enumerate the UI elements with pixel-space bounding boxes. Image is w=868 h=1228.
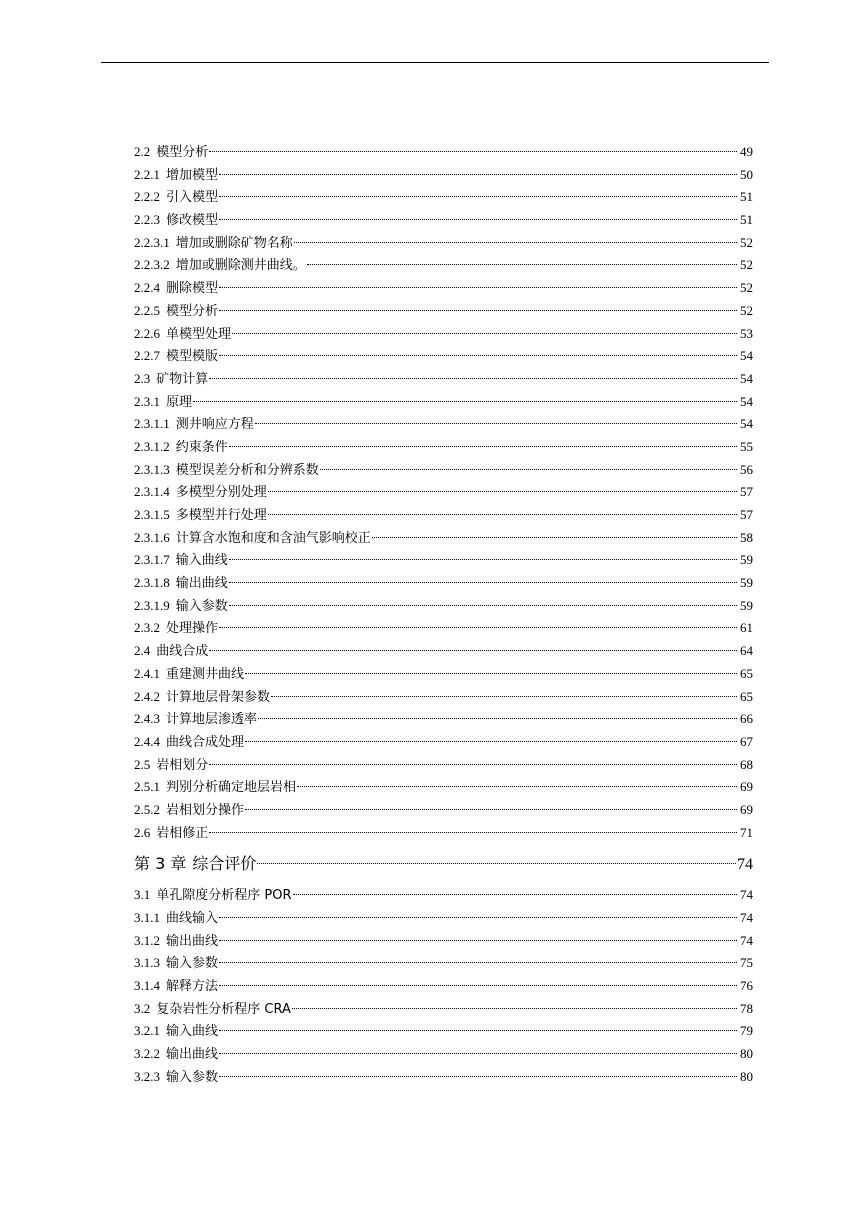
dot-leader [294, 242, 737, 243]
toc-entry-page: 59 [740, 597, 753, 613]
toc-entry[interactable] [134, 277, 753, 300]
dot-leader [209, 650, 737, 651]
dot-leader [219, 196, 737, 197]
toc-entry[interactable] [134, 754, 753, 777]
table-of-contents [134, 141, 753, 1089]
dot-leader [219, 917, 737, 918]
dot-leader [229, 446, 737, 447]
toc-entry-number: 2.3.1.6 [134, 529, 170, 545]
toc-entry-number: 2.3.1.2 [134, 438, 170, 454]
toc-entry[interactable] [134, 731, 753, 754]
toc-entry[interactable] [134, 884, 753, 907]
dot-leader [219, 962, 737, 963]
dot-leader [268, 514, 737, 515]
toc-entry-number: 3.1 [134, 887, 151, 903]
toc-entry-number: 2.3.2 [134, 620, 160, 636]
toc-entry-number: 2.2.2 [134, 189, 160, 205]
toc-entry-page: 80 [740, 1068, 753, 1084]
dot-leader [307, 264, 737, 265]
dot-leader [219, 287, 737, 288]
toc-entry-title: 处理操作 [166, 621, 219, 637]
toc-entry-number: 3.2 [134, 1000, 151, 1016]
toc-entry-number: 2.3.1.1 [134, 416, 170, 432]
toc-entry[interactable] [134, 663, 753, 686]
toc-entry-page: 76 [740, 978, 753, 994]
toc-entry-page: 58 [740, 529, 753, 545]
toc-entry-number: 2.2.1 [134, 166, 160, 182]
toc-entry-number: 3.2.2 [134, 1046, 160, 1062]
toc-entry-number: 2.2.4 [134, 280, 160, 296]
toc-entry-page: 57 [740, 507, 753, 522]
toc-entry-page: 79 [740, 1023, 753, 1039]
toc-entry-page: 52 [740, 257, 753, 273]
toc-entry-title: 模型模版 [166, 349, 219, 365]
toc-entry-number: 3.1.4 [134, 978, 160, 994]
toc-entry[interactable] [134, 300, 753, 323]
dot-leader [292, 1008, 737, 1009]
toc-entry-title: 计算地层骨架参数 [166, 689, 271, 705]
toc-entry-page: 74 [740, 932, 753, 948]
toc-entry-title: 删除模型 [166, 281, 219, 297]
toc-entry-number: 3.2.3 [134, 1068, 160, 1084]
toc-entry-page: 65 [740, 665, 753, 681]
toc-entry[interactable] [134, 617, 753, 640]
dot-leader [209, 764, 737, 765]
toc-entry-number: 2.4 [134, 643, 151, 659]
dot-leader [232, 333, 737, 334]
toc-entry-page: 51 [740, 212, 753, 228]
toc-entry[interactable] [134, 930, 753, 953]
toc-entry-page: 78 [740, 1000, 753, 1016]
toc-chapter-entry[interactable] [134, 844, 753, 884]
toc-entry[interactable] [134, 254, 753, 277]
toc-entry-title: 解释方法 [166, 979, 219, 995]
toc-entry[interactable] [134, 1043, 753, 1066]
header-rule [101, 62, 769, 63]
toc-entry-number: 2.2 [134, 144, 151, 159]
dot-leader [209, 378, 737, 379]
toc-entry-title: 模型分析 [166, 303, 219, 319]
toc-entry-number: 2.6 [134, 824, 151, 840]
toc-entry-number: 3.1.2 [134, 932, 160, 948]
toc-entry[interactable] [134, 595, 753, 618]
toc-entry-number: 2.5.2 [134, 801, 160, 817]
toc-entry[interactable] [134, 459, 753, 482]
dot-leader [219, 174, 737, 175]
toc-entry-title: 矿物计算 [156, 371, 209, 387]
toc-entry-number: 3.1.3 [134, 955, 160, 971]
dot-leader [219, 627, 737, 628]
toc-entry-title: 输入参数 [175, 598, 228, 614]
toc-entry-title: 曲线合成 [156, 644, 209, 660]
toc-entry-title: 单模型处理 [166, 326, 232, 342]
dot-leader [209, 832, 737, 833]
toc-entry-title: 输出曲线 [166, 1047, 219, 1063]
toc-entry-title: 增加模型 [166, 167, 219, 183]
toc-entry-page: 71 [740, 824, 753, 840]
toc-entry-title: 综合评价 [192, 854, 257, 874]
toc-entry-number: 2.5 [134, 756, 151, 772]
toc-entry-number: 2.2.3 [134, 212, 160, 228]
toc-entry-title: 输入参数 [166, 956, 219, 972]
toc-entry[interactable] [134, 549, 753, 572]
toc-entry[interactable] [134, 481, 753, 504]
toc-entry[interactable] [134, 527, 753, 550]
toc-entry-page: 54 [740, 348, 753, 364]
toc-entry-number: 2.3.1.5 [134, 507, 170, 522]
toc-entry[interactable] [134, 1066, 753, 1089]
toc-entry-title: 岩相划分 [156, 757, 209, 773]
toc-entry-number: 2.4.4 [134, 733, 160, 749]
toc-entry-page: 52 [740, 234, 753, 250]
toc-entry-page: 59 [740, 552, 753, 568]
dot-leader [209, 151, 737, 152]
toc-entry-page: 75 [740, 955, 753, 971]
toc-entry[interactable] [134, 952, 753, 975]
toc-entry-page: 52 [740, 302, 753, 318]
toc-entry-page: 74 [740, 887, 753, 903]
dot-leader [257, 863, 736, 864]
toc-entry[interactable] [134, 1020, 753, 1043]
dot-leader [245, 673, 737, 674]
toc-entry-number: 2.2.5 [134, 302, 160, 318]
toc-entry[interactable] [134, 164, 753, 187]
toc-entry[interactable] [134, 345, 753, 368]
toc-entry[interactable] [134, 799, 753, 822]
toc-entry-page: 50 [740, 166, 753, 182]
toc-entry[interactable] [134, 368, 753, 391]
toc-entry-number: 第 3 章 [134, 854, 187, 874]
toc-entry-number: 2.4.3 [134, 711, 160, 727]
toc-entry-number: 2.4.2 [134, 688, 160, 704]
dot-leader [271, 696, 737, 697]
toc-entry-page: 68 [740, 756, 753, 772]
toc-entry-title: 输入曲线 [175, 553, 228, 569]
toc-entry[interactable] [134, 209, 753, 232]
toc-entry-page: 52 [740, 280, 753, 296]
toc-entry-number: 3.1.1 [134, 910, 160, 925]
dot-leader [258, 718, 737, 719]
toc-entry-page: 74 [737, 856, 753, 874]
dot-leader [219, 310, 737, 311]
toc-entry-title: 输入参数 [166, 1069, 219, 1085]
toc-entry-page: 66 [740, 711, 753, 727]
toc-entry[interactable] [134, 975, 753, 998]
toc-entry[interactable] [134, 822, 753, 845]
toc-entry-number: 2.3.1.4 [134, 484, 170, 500]
toc-entry-title: 多模型分别处理 [175, 485, 267, 501]
toc-entry-title: 模型分析 [156, 145, 209, 160]
toc-entry-title: 复杂岩性分析程序 CRA [156, 1001, 291, 1017]
toc-entry-title: 修改模型 [166, 213, 219, 229]
toc-entry-page: 80 [740, 1046, 753, 1062]
toc-entry-number: 2.3.1.7 [134, 552, 170, 568]
dot-leader [193, 401, 737, 402]
toc-entry-number: 2.2.6 [134, 325, 160, 341]
toc-entry-page: 51 [740, 189, 753, 205]
dot-leader [297, 786, 737, 787]
toc-entry-title: 模型误差分析和分辨系数 [175, 462, 319, 478]
toc-entry-title: 输入曲线 [166, 1024, 219, 1040]
toc-entry-page: 59 [740, 575, 753, 591]
toc-entry-title: 引入模型 [166, 190, 219, 206]
toc-entry-page: 67 [740, 733, 753, 749]
toc-entry-title: 单孔隙度分析程序 POR [156, 888, 292, 904]
toc-entry-number: 2.3.1 [134, 393, 160, 409]
toc-entry-number: 2.2.3.2 [134, 257, 170, 273]
toc-entry-page: 61 [740, 620, 753, 636]
dot-leader [293, 894, 738, 895]
dot-leader [219, 219, 737, 220]
toc-entry-number: 2.5.1 [134, 779, 160, 795]
dot-leader [268, 491, 737, 492]
toc-entry[interactable] [134, 907, 753, 930]
toc-entry-page: 56 [740, 461, 753, 477]
toc-entry-title: 判别分析确定地层岩相 [166, 780, 297, 796]
toc-entry-number: 2.3.1.8 [134, 575, 170, 591]
toc-entry-title: 计算地层渗透率 [166, 712, 258, 728]
toc-entry[interactable] [134, 708, 753, 731]
dot-leader [229, 582, 737, 583]
toc-entry[interactable] [134, 413, 753, 436]
toc-entry-title: 曲线合成处理 [166, 734, 245, 750]
toc-entry-page: 54 [740, 416, 753, 432]
toc-entry-title: 多模型并行处理 [175, 508, 267, 523]
toc-entry-title: 增加或删除矿物名称 [175, 235, 293, 251]
toc-entry[interactable] [134, 776, 753, 799]
dot-leader [245, 741, 737, 742]
toc-entry-page: 74 [740, 910, 753, 925]
toc-entry-page: 49 [740, 144, 753, 159]
dot-leader [255, 423, 737, 424]
toc-entry-title: 测井响应方程 [175, 417, 254, 433]
toc-entry-title: 增加或删除测井曲线。 [175, 258, 306, 274]
toc-entry-number: 2.2.7 [134, 348, 160, 364]
dot-leader [219, 1076, 737, 1077]
dot-leader [219, 985, 737, 986]
toc-entry-page: 54 [740, 370, 753, 386]
toc-entry[interactable] [134, 998, 753, 1021]
toc-entry-title: 输出曲线 [175, 576, 228, 592]
toc-entry-title: 重建测井曲线 [166, 666, 245, 682]
toc-entry-number: 2.3.1.3 [134, 461, 170, 477]
toc-entry-number: 2.2.3.1 [134, 234, 170, 250]
toc-entry-number: 2.4.1 [134, 665, 160, 681]
toc-entry-title: 岩相划分操作 [166, 802, 245, 818]
toc-entry-title: 约束条件 [175, 439, 228, 455]
toc-entry[interactable] [134, 391, 753, 414]
toc-entry[interactable] [134, 232, 753, 255]
toc-entry[interactable] [134, 640, 753, 663]
toc-entry-page: 65 [740, 688, 753, 704]
toc-entry-page: 69 [740, 779, 753, 795]
toc-entry[interactable] [134, 504, 753, 527]
dot-leader [245, 809, 737, 810]
toc-entry-page: 55 [740, 438, 753, 454]
toc-entry-number: 3.2.1 [134, 1023, 160, 1039]
dot-leader [219, 355, 737, 356]
dot-leader [372, 537, 737, 538]
toc-entry-number: 2.3 [134, 370, 151, 386]
dot-leader [219, 1030, 737, 1031]
toc-entry-title: 曲线输入 [166, 911, 219, 926]
toc-entry[interactable] [134, 686, 753, 709]
toc-entry-title: 输出曲线 [166, 933, 219, 949]
toc-entry-page: 53 [740, 325, 753, 341]
toc-entry-page: 54 [740, 393, 753, 409]
toc-entry-title: 计算含水饱和度和含油气影响校正 [175, 530, 371, 546]
toc-entry[interactable] [134, 141, 753, 164]
dot-leader [219, 1053, 737, 1054]
toc-entry[interactable] [134, 186, 753, 209]
toc-entry-page: 57 [740, 484, 753, 500]
dot-leader [229, 605, 737, 606]
toc-entry-title: 岩相修正 [156, 825, 209, 841]
toc-entry-page: 64 [740, 643, 753, 659]
dot-leader [229, 559, 737, 560]
toc-entry-number: 2.3.1.9 [134, 597, 170, 613]
toc-entry-page: 69 [740, 801, 753, 817]
dot-leader [320, 469, 737, 470]
toc-entry-title: 原理 [166, 394, 193, 410]
toc-entry[interactable] [134, 572, 753, 595]
toc-entry[interactable] [134, 436, 753, 459]
dot-leader [219, 940, 737, 941]
toc-entry[interactable] [134, 323, 753, 346]
